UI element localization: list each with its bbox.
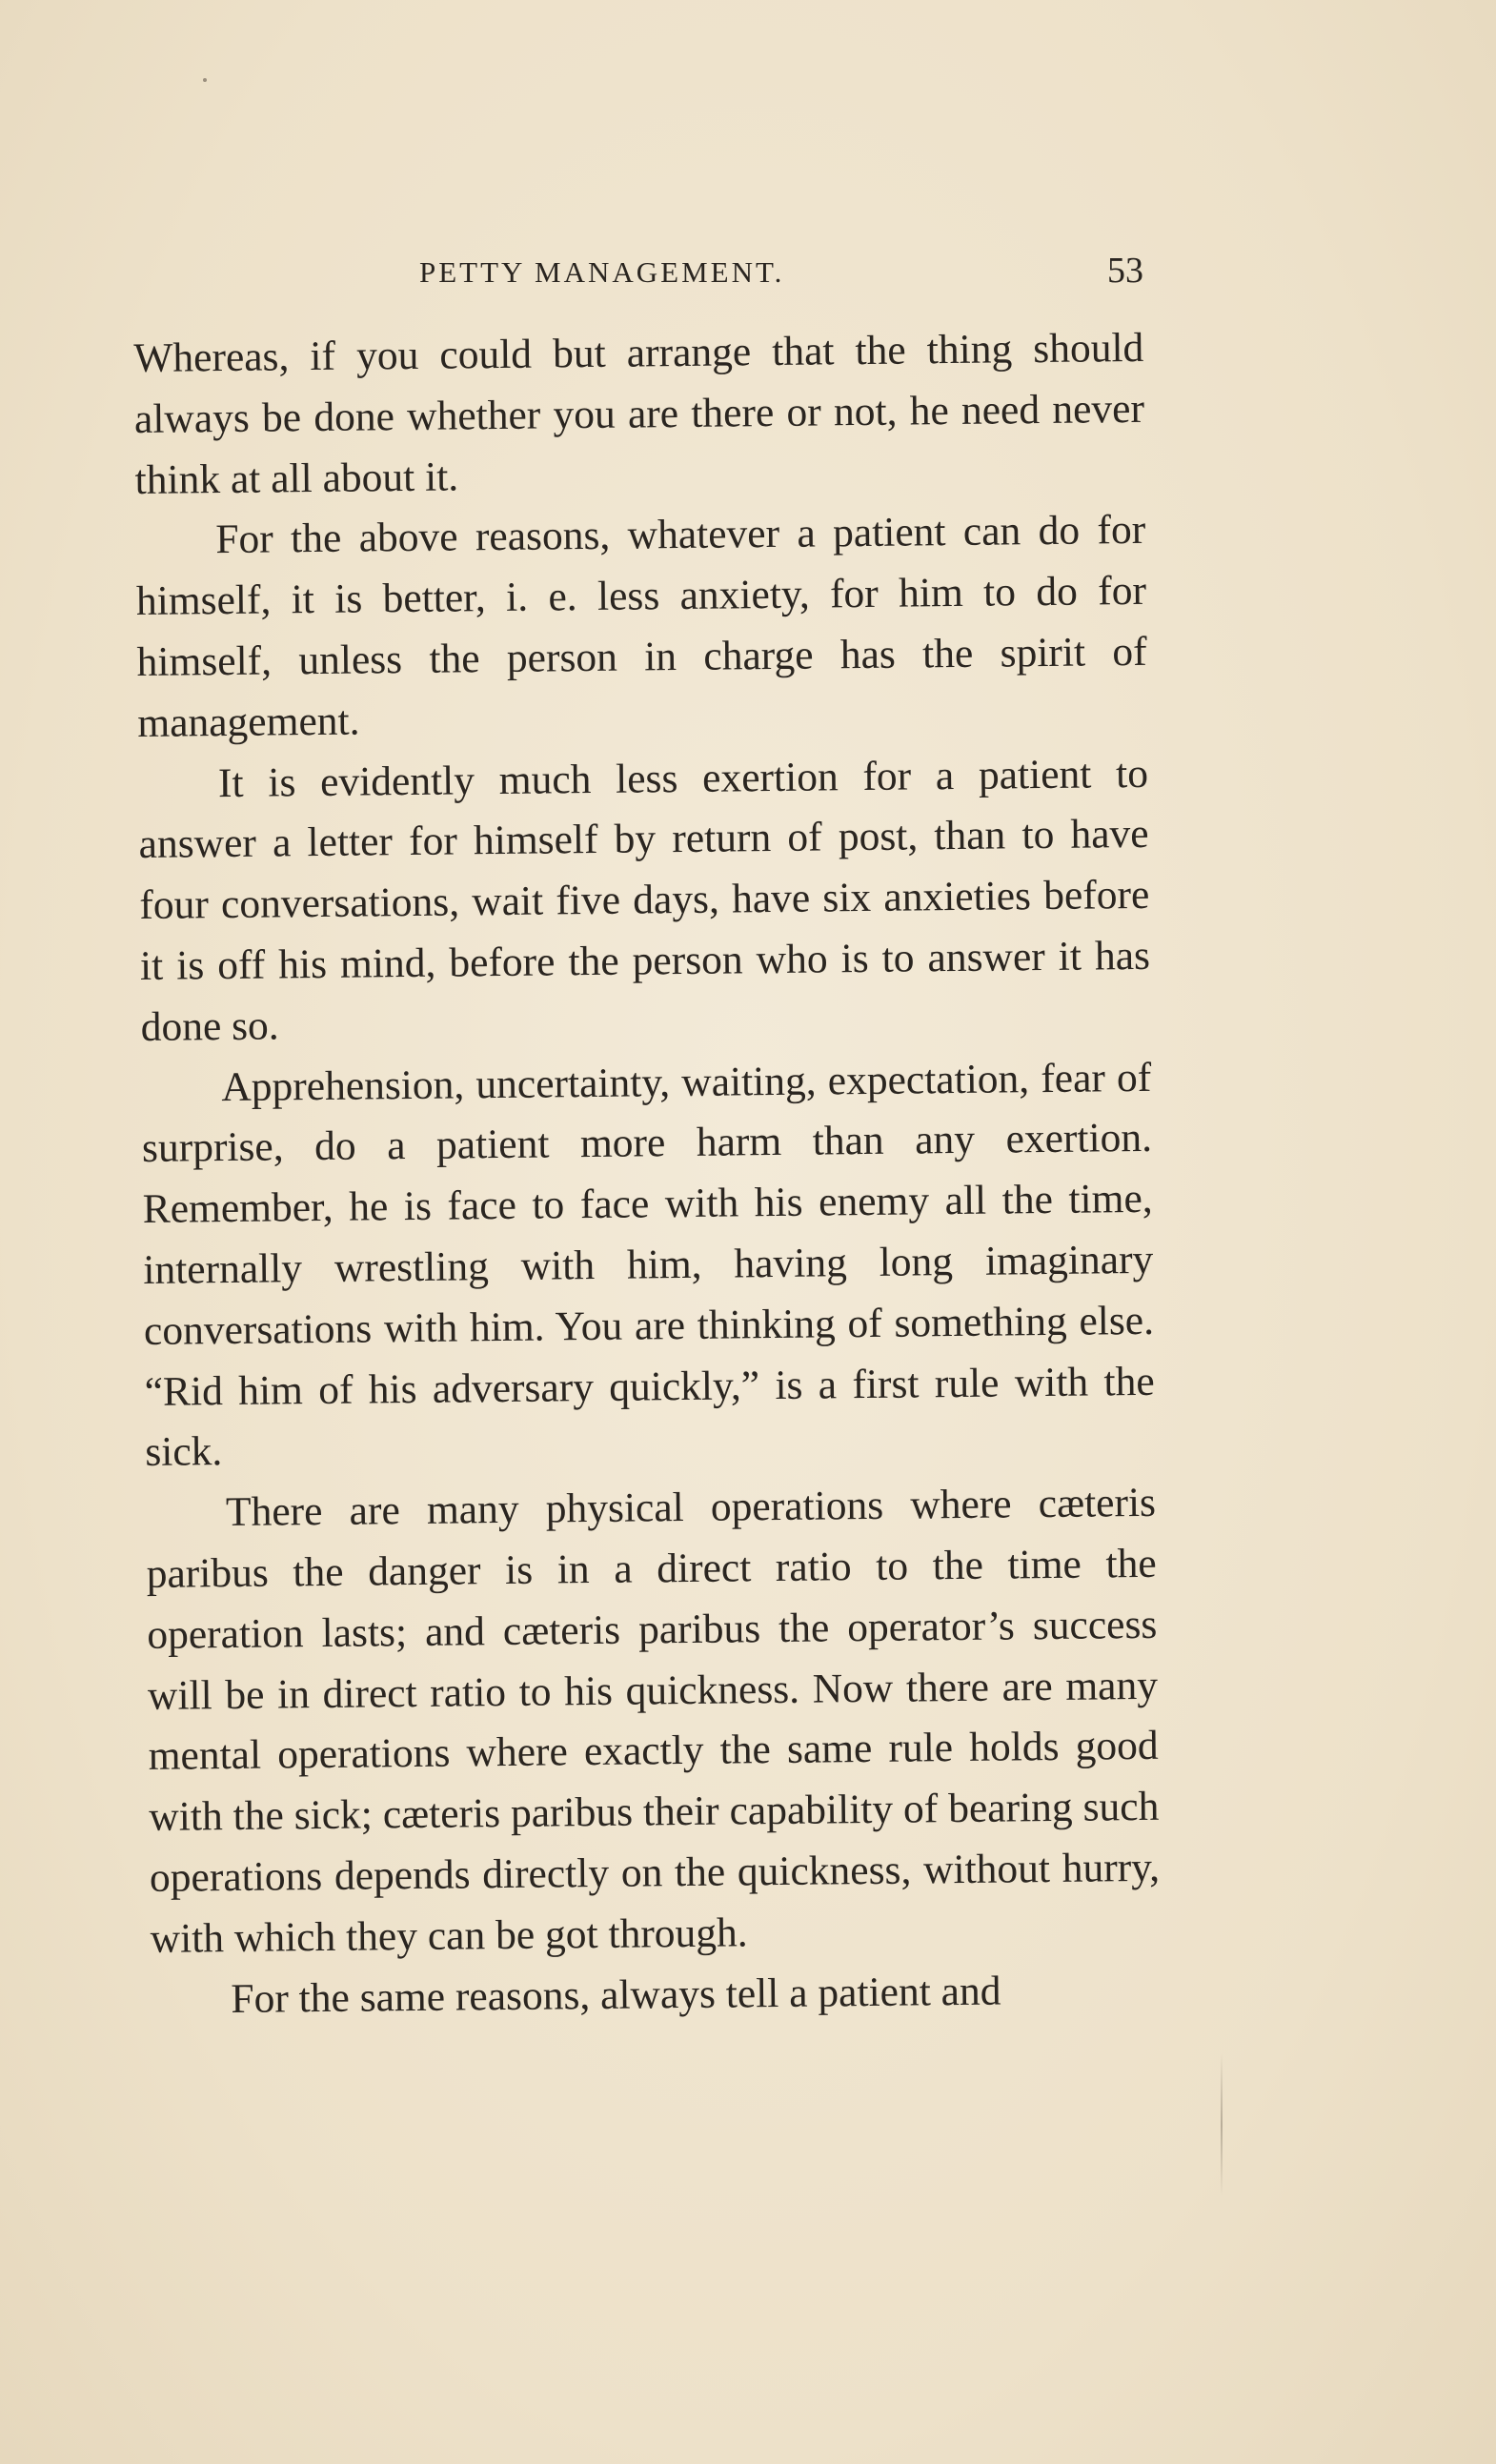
paragraph: There are many physical operations where cæteris paribus the danger is in a direct ratio to the time the operation lasts; and cæteris paribus the operator’s success will be in direct ratio to his quickness. Now there are many mental operations where exactly the same rule holds good with the sick; cæteris paribus their capability of bearing such operations depends directly on the quickness, without hurry, with which they can be got through. bbox=[146, 1479, 1161, 1962]
running-head: PETTY MANAGEMENT. bbox=[419, 255, 785, 289]
paragraph: It is evidently much less exertion for a patient to answer a letter for himself by return of post, than to have four conversations, wait five days, have six anxieties before it is off his mind, before the person who is to answer it has done so. bbox=[138, 750, 1151, 1050]
body-text bbox=[133, 318, 1162, 2030]
paragraph: For the same reasons, always tell a patient and bbox=[231, 1968, 1001, 2022]
paper-speck bbox=[203, 78, 207, 82]
paragraph: Apprehension, uncertainty, waiting, expectation, fear of surprise, do a patient more harm than any exertion. Remember, he is face to face with his enemy all the time, internally wrestling with him, having long imaginary conversations with him. You are thinking of something else. “Rid him of his adversary quickly,” is a first rule with the sick. bbox=[141, 1054, 1155, 1476]
page-edge-mark bbox=[1221, 2053, 1223, 2196]
page-number: 53 bbox=[1107, 251, 1143, 291]
page-header bbox=[133, 250, 1143, 307]
paragraph: For the above reasons, whatever a patient can do for himself, it is better, i. e. less anxiety, for him to do for himself, unless the person in charge has the spirit of management. bbox=[135, 507, 1147, 746]
paragraph: Whereas, if you could but arrange that the thing should always be done whether you are there or not, he need never think at all about it. bbox=[133, 324, 1145, 503]
